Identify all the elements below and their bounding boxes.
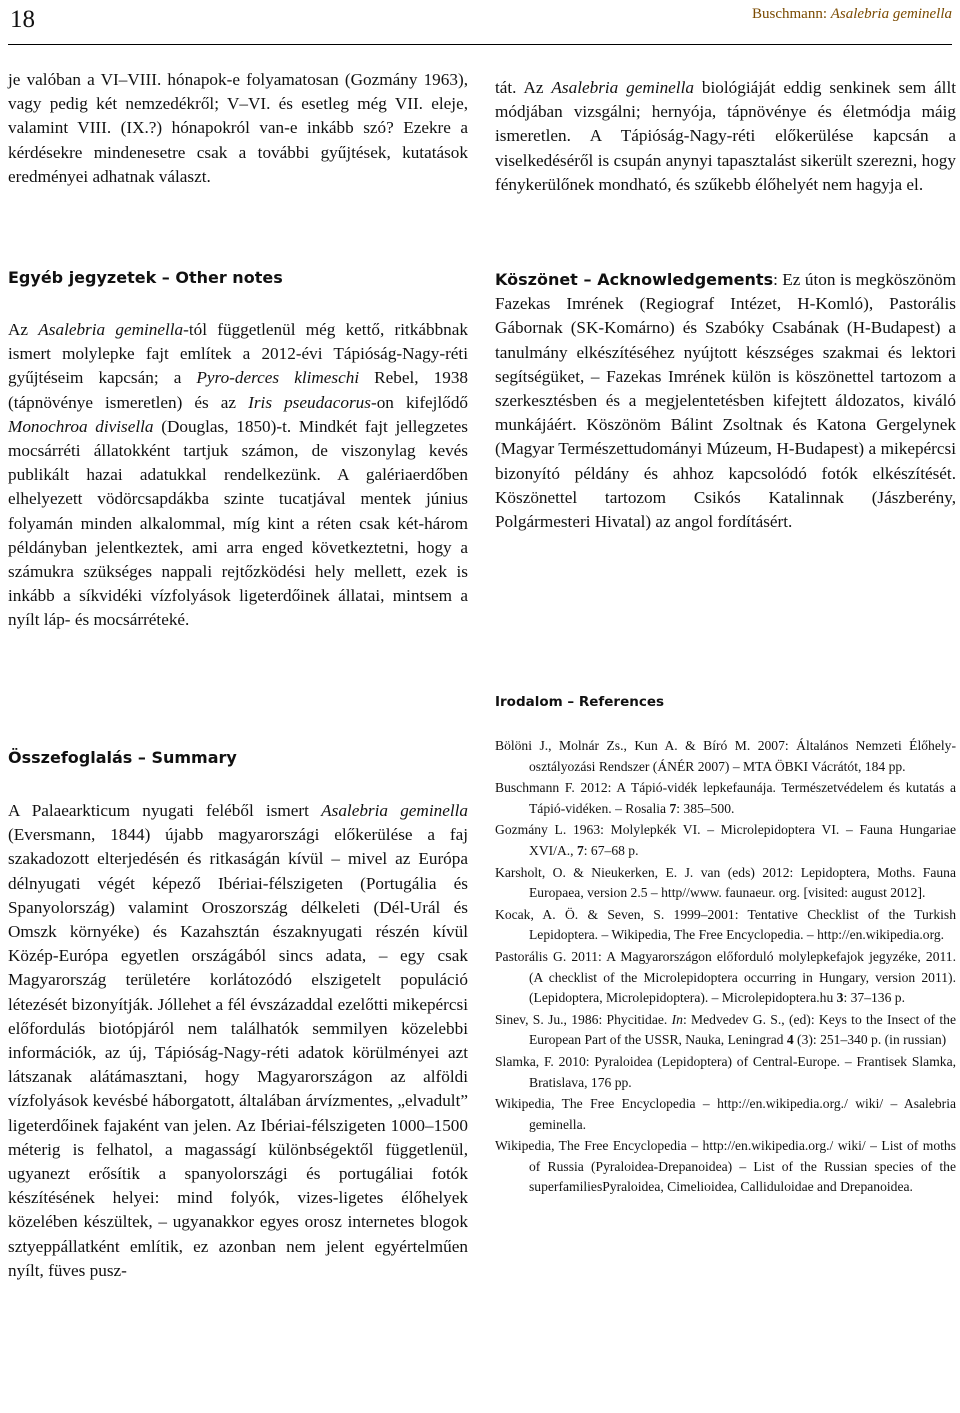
italic-term: Iris pseudacorus	[248, 392, 371, 412]
italic-term: Asalebria geminella	[321, 801, 468, 820]
reference-item: Karsholt, O. & Nieukerken, E. J. van (eds) 2012: Lepidoptera, Moths. Fauna Europaea, version 2.5 – http//www. faunaeur. org. [visited: august 2012].	[495, 864, 956, 901]
running-author: Buschmann:	[752, 6, 831, 22]
summary-continuation: tát. Az Asalebria geminella biológiáját eddig senkinek sem állt módjában vizsgálni; hernyója, tápnövénye és életmódja máig ismeretlen. A Tápióság-Nagy-réti előkerülése kapcsán a viselkedéséről is csupán anynyi tapasztalást sikerült szerezni, hogy fénykerülőnek mondható, és szűkebb élőhelyét nem hagyja el.	[495, 78, 956, 194]
italic-term: In	[671, 1011, 683, 1027]
volume-number: 4	[786, 1032, 794, 1048]
volume-number: 3	[836, 990, 844, 1006]
volume-number: 7	[576, 842, 584, 858]
italic-term: Asalebria geminella	[38, 320, 184, 339]
reference-item: Slamka, F. 2010: Pyraloidea (Lepidoptera) of Central-Europe. – Frantisek Slamka, Bratislava, 176 pp.	[495, 1053, 956, 1090]
acknowledgements-text: : Ez úton is megköszönöm Fazekas Imrének (Regiograf Intézet, H-Komló), Pastorális Gábornak (SK-Komárno) és Szabóky Csabának (H-Budapest) a tanulmány elkészítéséhez nyújtott készséges szakmai és lektori segítségüket, – Fazekas Imrének külön is köszönettel tartozom a szerkesztésben és a megjelentetésben kifejtett áldozatos, kiváló munkájáért. Köszönöm Bálint Zsoltnak és Katona Gergelynek (Magyar Természettudományi Múzeum, H-Budapest) a mikepércsi bizonyító példány és ahhoz kapcsolódó fotók elkészítését. Köszönettel tartozom Csikós Katalinnak (Jászberény, Polgármesteri Hivatal) az angol fordításért.	[495, 270, 956, 532]
reference-item: Wikipedia, The Free Encyclopedia – http://en.wikipedia.org./ wiki/ – Asalebria geminella.	[495, 1096, 956, 1132]
other-notes-paragraph: Az Asalebria geminella-tól függetlenül még kettő, ritkábbnak ismert molylepke fajt említek a 2012-évi Tápióság-Nagy-réti gyűjtéseim kapcsán; a Pyro-derces klimeschi Rebel, 1938 (tápnövénye ismeretlen) és az Iris pseudacorus-on kifejlődő Monochroa divisella (Douglas, 1850)-t. Mindkét fajt jellegzetes mocsárréti állatokként tartjuk számon, de viszonylag kevés publikált hazai adatukkal rendelkezünk. A galériaerdőben elhelyezett vödörcsapdákba szinte tucatjával mentek június folyamán minden alkalommal, míg kint a réten csak két-három példányban jelentkeztek, ami arra enged következtetni, hogy a számukra szükséges nappali rejtőzködési hely mellett, ezek is inkább a síkvidéki vízfolyások ligeterdőinek állatai, mintsem a nyílt láp- és mocsárréteké.	[8, 320, 469, 630]
reference-item: Wikipedia, The Free Encyclopedia – http://en.wikipedia.org./ wiki/ – List of moths of Russia (Pyraloidea-Drepanoidea) – List of the Russian species of the superfamiliesPyraloidea, Cimelioidea, Calliduloidae and Drepanoidea.	[495, 1138, 956, 1195]
italic-term: Monochroa divisella	[8, 416, 154, 436]
italic-term: Asalebria geminella	[551, 78, 694, 97]
running-title	[752, 0, 952, 28]
italic-term: Pyro-derces klimeschi	[196, 368, 360, 388]
summary-heading: Összefoglalás – Summary	[8, 748, 237, 767]
running-species: Asalebria geminella	[830, 6, 952, 22]
intro-paragraph: je valóban a VI–VIII. hónapok-e folyamatosan (Gozmány 1963), vagy pedig két nemzedékről; V–VI. és esetleg még VII. eleje, valamint VIII. (IX.?) hónapokról van-e inkább szó? Ezekre a kérdésekre mindenesetre csak a további gyűjtések, kutatások eredményei adhatnak választ.	[8, 70, 468, 186]
volume-number: 7	[669, 800, 677, 816]
reference-item: Sinev, S. Ju., 1986: Phycitidae. In: Medvedev G. S., (ed): Keys to the Insect of the European Part of the USSR, Nauka, Leningrad 4 (3): 251–340 p. (in russian)	[495, 1011, 956, 1048]
reference-item: Bölöni J., Molnár Zs., Kun A. & Bíró M. 2007: Általános Nemzeti Élőhely-osztályozási Rendszer (ÁNÉR 2007) – MTA ÖBKI Vácrátót, 184 pp.	[495, 738, 956, 774]
references-heading: Irodalom – References	[495, 694, 665, 710]
page-number: 18	[10, 6, 35, 33]
reference-item: Kocak, A. Ö. & Seven, S. 1999–2001: Tentative Checklist of the Turkish Lepidoptera. – Wikipedia, The Free Encyclopedia. – http://en.wikipedia.org.	[495, 906, 956, 943]
reference-item: Gozmány L. 1963: Molylepkék VI. – Microlepidoptera VI. – Fauna Hungariae XVI/A., 7: 67–68 p.	[495, 822, 956, 858]
reference-item: Buschmann F. 2012: A Tápió-vidék lepkefaunája. Természetvédelem és kutatás a Tápió-vidéken. – Rosalia 7: 385–500.	[495, 780, 956, 816]
acknowledgements-label: Köszönet – Acknowledgements	[495, 270, 774, 289]
running-header	[8, 0, 952, 45]
reference-item: Pastorális G. 2011: A Magyarországon előforduló molylepkefajok jegyzéke, 2011. (A checklist of the Microlepidoptera occurring in Hungary, version 2011). (Lepidoptera, Microlepidoptera). – Microlepidoptera.hu 3: 37–136 p.	[495, 948, 956, 1006]
other-notes-heading: Egyéb jegyzetek – Other notes	[8, 268, 283, 287]
acknowledgements-paragraph	[495, 268, 956, 534]
references-list	[495, 736, 956, 1199]
summary-paragraph: A Palaearkticum nyugati feléből ismert Asalebria geminella (Eversmann, 1844) újabb magyarországi előkerülése a faj szakadozott elterjedésén és ritkaságán kívül – mivel az Európa délnyugati végét képező Ibériai-félszigeten (Portugália és Spanyolország) valamint Oroszország délkeleti (Dél-Urál és Omszk környéke) és Kazahsztán északnyugati részén kívül Közép-Európa egyetlen országából sincs adata, – egy csak Magyarország területére korlátozódó elszigetelt populáció létezését bizonyítják. Jóllehet a fél évszázaddal ezelőtti mikepércsi előfordulás biotópjáról nem találhatók semmilyen közelebbi információk, az új, Tápióság-Nagy-réti adatok körülményei azt látszanak alátámasztani, hogy Magyarországon az alföldi vízfolyások kevésbé háborgatott, általában árvízmentes, „elvadult” ligeterdőinek fajaként van jelen. Az Ibériai-félszigeten 1000–1500 méterig is felhatol, a magasságí különbségektől függetlenül, ugyanezt erősítik a spanyolországi és portugáliai fotók készítésének helyei: mind folyók, vizes-ligetes élőhelyek közelében készültek, – ugyanakkor egyes orosz internetes blogok sztyeppállatként említik, ez azonban nem jelent egyértelműen nyílt, füves pusz-	[8, 801, 468, 1280]
